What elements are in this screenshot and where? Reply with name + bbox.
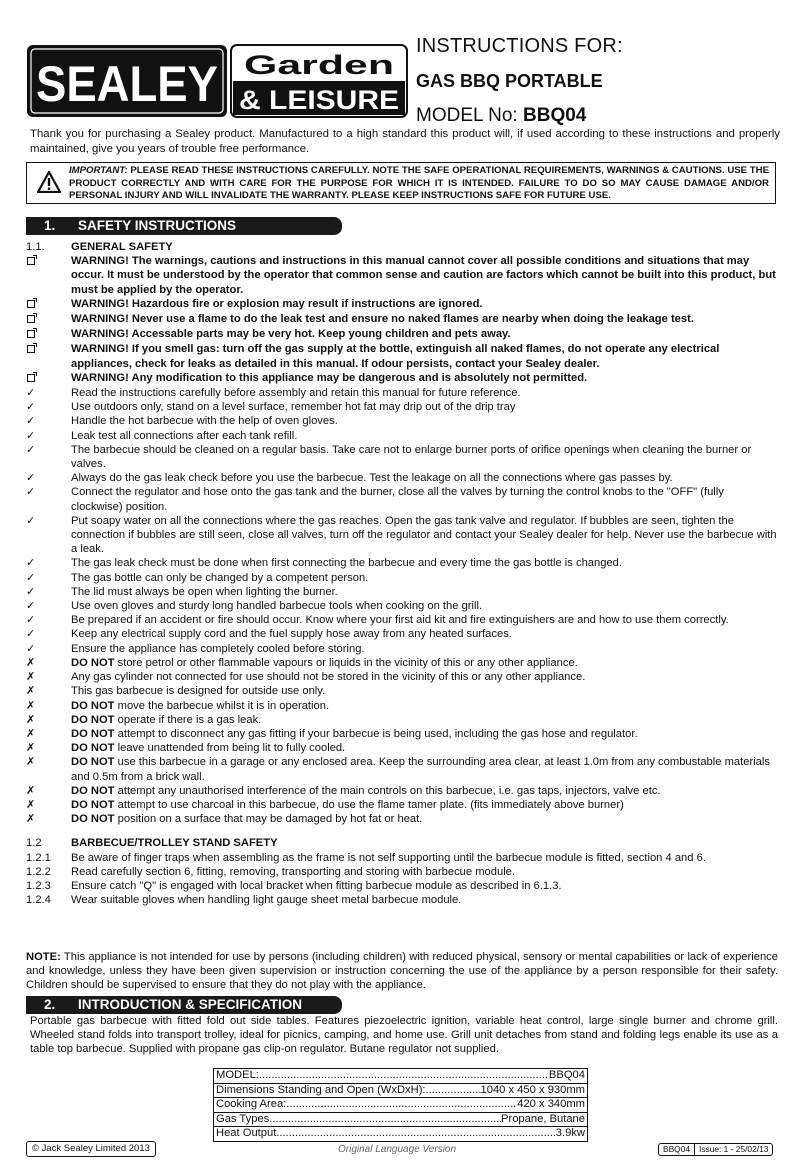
cross-bullet-icon: ✗ — [26, 813, 36, 826]
spec-label: Dimensions Standing and Open (WxDxH): — [216, 1083, 426, 1096]
do-not-text: operate if there is a gas leak. — [114, 713, 262, 726]
check-bullet-icon: ✓ — [26, 642, 36, 655]
do-item — [26, 627, 778, 641]
item-text: Be aware of finger traps when assembling as the frame is not self supporting until the barbecue module is fitted, section 4 and 6. — [71, 851, 706, 864]
cross-bullet-icon: ✗ — [26, 742, 36, 755]
item-text — [71, 699, 778, 713]
do-not-label: DO NOT — [71, 727, 115, 740]
do-not-label: DO NOT — [71, 656, 115, 669]
cross-bullet-icon: ✗ — [26, 756, 36, 769]
item-text — [71, 755, 778, 783]
item-text: The gas leak check must be done when first connecting the barbecue and every time the gas bottle is changed. — [71, 557, 623, 570]
document-header — [24, 30, 784, 125]
do-not-item — [26, 741, 778, 755]
item-text — [71, 684, 778, 698]
section-2-title: INTRODUCTION & SPECIFICATION — [78, 997, 302, 1012]
garden-leisure-logo — [230, 44, 408, 118]
warning-item — [26, 342, 778, 370]
check-bullet-icon: ✓ — [26, 571, 36, 584]
original-language-label: Original Language Version — [338, 1144, 457, 1155]
dot-leader — [269, 1113, 501, 1127]
item-text: Use outdoors only, stand on a level surface, remember hot fat may drip out of the drip tray — [71, 401, 516, 414]
warning-item — [26, 327, 778, 342]
spec-row — [214, 1113, 587, 1128]
check-bullet-icon: ✓ — [26, 472, 36, 485]
spec-row — [214, 1127, 587, 1141]
spec-value: 3.9kw — [555, 1127, 585, 1140]
do-item — [26, 571, 778, 585]
item-text: GENERAL SAFETY — [71, 241, 173, 253]
spec-label: Cooking Area: — [216, 1098, 287, 1111]
item-text — [71, 784, 778, 798]
do-not-item — [26, 713, 778, 727]
issue-box — [658, 1143, 773, 1156]
trolley-item — [26, 865, 778, 879]
intro-text: Thank you for purchasing a Sealey product. Manufactured to a high standard this product will, if used according to these instructions and properly maintained, give you years of trouble free performance. — [30, 128, 780, 155]
check-bullet-icon: ✓ — [26, 415, 36, 428]
item-text: BARBECUE/TROLLEY STAND SAFETY — [71, 837, 278, 850]
item-text: Leak test all connections after each tank refill. — [71, 429, 298, 442]
item-text — [71, 713, 778, 727]
spec-value: Propane, Butane — [501, 1112, 585, 1125]
check-bullet-icon: ✓ — [26, 614, 36, 627]
dot-leader — [286, 1098, 517, 1112]
do-not-text: position on a surface that may be damaged by hot fat or heat. — [114, 813, 423, 826]
spec-value: BBQ04 — [548, 1069, 585, 1081]
item-number: 1.2.2 — [26, 865, 51, 878]
do-not-item — [26, 684, 778, 698]
item-text: The gas bottle can only be changed by a competent person. — [71, 571, 369, 584]
section-1-number: 1. — [44, 218, 56, 233]
do-not-text: attempt to use charcoal in this barbecue, do use the flame tamer plate. (fits immediately above burner) — [114, 798, 624, 811]
spec-row — [214, 1084, 587, 1099]
model-line — [416, 104, 586, 128]
do-not-text: attempt to disconnect any gas fitting if your barbecue is being used, including the gas hose and regulator. — [114, 727, 638, 740]
spec-label: Gas Types — [216, 1112, 270, 1125]
svg-text:& LEISURE: & LEISURE — [239, 85, 399, 115]
do-not-item — [26, 656, 778, 670]
do-item — [26, 514, 778, 557]
section-1-header — [26, 217, 342, 235]
do-item — [26, 386, 778, 400]
dot-leader — [259, 1069, 549, 1083]
do-not-item — [26, 798, 778, 812]
do-item — [26, 471, 778, 485]
do-not-label: DO NOT — [71, 784, 115, 797]
item-text: WARNING! Never use a flame to do the leak test and ensure no naked flames are nearby when doing the leakage test. — [71, 313, 694, 326]
item-text: Read the instructions carefully before assembly and retain this manual for future reference. — [71, 387, 521, 400]
item-text: The barbecue should be cleaned on a regular basis. Take care not to enlarge burner ports of orifice openings when cleaning the burner or valves. — [71, 443, 752, 471]
note-text: This appliance is not intended for use by persons (including children) with reduced physical, sensory or mental capabilities or lack of experience and knowledge, unless they have been given supervision or instruction concerning the use of the appliance by a person responsible for their safety. Children should be supervised to ensure that they do not play with the appliance. — [26, 951, 778, 992]
check-bullet-icon: ✓ — [26, 443, 36, 456]
do-not-text: attempt any unauthorised interference of the main controls on this barbecue, i.e. gas taps, injectors, valve etc. — [114, 784, 661, 797]
trolley-safety-heading — [26, 836, 778, 850]
item-text: WARNING! The warnings, cautions and instructions in this manual cannot cover all possible conditions and situations that may occur. It must be understood by the operator that common sense and caution are factors which cannot be built into this product, but must be applied by the operator. — [71, 255, 776, 296]
do-not-text: store petrol or other flammable vapours or liquids in the vicinity of this or any other appliance. — [114, 656, 578, 669]
item-text: Ensure catch "Q" is engaged with local bracket when fitting barbecue module as described in 6.1.3. — [71, 879, 562, 892]
model-number: BBQ04 — [523, 105, 587, 126]
cross-bullet-icon: ✗ — [26, 685, 36, 698]
note-label: NOTE: — [26, 951, 61, 963]
spec-label: MODEL: — [216, 1069, 259, 1081]
check-bullet-icon: ✓ — [26, 600, 36, 613]
cross-bullet-icon: ✗ — [26, 798, 36, 811]
do-not-text: This gas barbecue is designed for outside use only. — [71, 685, 326, 698]
spec-row — [214, 1069, 587, 1084]
checkbox-bullet-icon — [26, 254, 71, 297]
do-not-label: DO NOT — [71, 699, 115, 712]
spacer — [26, 826, 778, 836]
model-label: MODEL No: — [416, 105, 518, 126]
do-not-text: use this barbecue in a garage or any enclosed area. Keep the surrounding area clear, at least 1.0m from any combustable materials and 0.5m from a brick wall. — [71, 756, 770, 783]
important-text — [69, 165, 769, 203]
checkbox-bullet-icon — [26, 312, 71, 327]
cross-bullet-icon: ✗ — [26, 699, 36, 712]
dot-leader — [426, 1084, 481, 1098]
spec-value: 1040 x 450 x 930mm — [480, 1083, 585, 1096]
item-text: WARNING! If you smell gas: turn off the gas supply at the bottle, extinguish all naked flames, do not operate any electrical appliances, check for leaks as detailed in this manual. If odour persists, contact your Sealey dealer. — [71, 343, 720, 370]
check-bullet-icon: ✓ — [26, 585, 36, 598]
issue-date: Issue: 1 - 25/02/13 — [694, 1144, 772, 1155]
spec-value: 420 x 340mm — [517, 1098, 585, 1111]
cross-bullet-icon: ✗ — [26, 671, 36, 684]
item-text: Connect the regulator and hose onto the gas tank and the burner, close all the valves by turning the control knobs to the "OFF" (fully clockwise) position. — [71, 486, 724, 513]
do-not-item — [26, 784, 778, 798]
do-item — [26, 599, 778, 613]
dot-leader — [276, 1127, 555, 1141]
check-bullet-icon: ✓ — [26, 557, 36, 570]
item-text: Ensure the appliance has completely cooled before storing. — [71, 642, 365, 655]
item-text: Read carefully section 6, fitting, removing, transporting and storing with barbecue module. — [71, 865, 516, 878]
item-number: 1.2.3 — [26, 879, 51, 892]
item-text — [71, 812, 778, 826]
cross-bullet-icon: ✗ — [26, 784, 36, 797]
check-bullet-icon: ✓ — [26, 387, 36, 400]
check-bullet-icon: ✓ — [26, 401, 36, 414]
checkbox-bullet-icon — [26, 342, 71, 370]
important-notice — [26, 162, 776, 204]
specification-intro: Portable gas barbecue with fitted fold out side tables. Features piezoelectric ignition, variable heat control, large single burner and chrome grill. Wheeled stand folds into transport trolley, ideal for picnics, camping, and home use. Grill unit detaches from stand and folding legs enable its use as a table top barbecue. Supplied with propane gas clip-on regulator. Butane regulator not supplied. — [30, 1015, 778, 1056]
item-text: Put soapy water on all the connections where the gas reaches. Open the gas tank valve and regulator. If bubbles are seen, tighten the connection if bubbles are still seen, close all valves, turn off the regulator and contact your Sealey dealer for help. Never use the barbecue with a leak. — [71, 514, 777, 556]
trolley-item — [26, 893, 778, 907]
safety-list — [26, 240, 778, 907]
item-text — [71, 727, 778, 741]
section-1-title: SAFETY INSTRUCTIONS — [78, 218, 237, 233]
checkbox-bullet-icon — [26, 297, 71, 312]
product-name: GAS BBQ PORTABLE — [416, 71, 603, 91]
checkbox-bullet-icon — [26, 327, 71, 342]
item-text: Use oven gloves and sturdy long handled barbecue tools when cooking on the grill. — [71, 600, 483, 613]
item-number: 1.2.1 — [26, 851, 51, 864]
do-item — [26, 585, 778, 599]
warning-item — [26, 297, 778, 312]
do-item — [26, 443, 778, 471]
sealey-logo — [26, 44, 228, 118]
do-item — [26, 400, 778, 414]
document-code: BBQ04 — [663, 1144, 691, 1154]
copyright-label: © Jack Sealey Limited 2013 — [26, 1141, 156, 1157]
section-number: 1.2 — [26, 837, 42, 850]
do-not-label: DO NOT — [71, 742, 115, 755]
instructions-for-title: INSTRUCTIONS FOR: — [416, 35, 623, 57]
do-item — [26, 429, 778, 443]
do-not-label: DO NOT — [71, 798, 115, 811]
do-not-item — [26, 670, 778, 684]
important-body: PLEASE READ THESE INSTRUCTIONS CAREFULLY. NOTE THE SAFE OPERATIONAL REQUIREMENTS, WARNINGS & CAUTIONS. USE THE PRODUCT CORRECTLY AND WITH CARE FOR THE PURPOSE FOR WHICH IT IS INTENDED. FAILURE TO DO SO MAY CAUSE DAMAGE AND/OR PERSONAL INJURY AND WILL INVALIDATE THE WARRANTY. PLEASE KEEP INSTRUCTIONS SAFE FOR FUTURE USE. — [69, 165, 769, 202]
specification-table — [213, 1068, 588, 1142]
do-not-item — [26, 812, 778, 826]
check-bullet-icon: ✓ — [26, 429, 36, 442]
item-text: WARNING! Accessable parts may be very hot. Keep young children and pets away. — [71, 328, 511, 341]
check-bullet-icon: ✓ — [26, 514, 36, 527]
item-number: 1.2.4 — [26, 894, 51, 907]
do-not-label: DO NOT — [71, 813, 115, 826]
item-text — [71, 798, 778, 812]
svg-text:Garden: Garden — [244, 50, 394, 80]
important-label: IMPORTANT: — [69, 165, 128, 176]
do-not-label: DO NOT — [71, 756, 115, 769]
item-text: WARNING! Hazardous fire or explosion may result if instructions are ignored. — [71, 297, 483, 310]
section-2-number: 2. — [44, 997, 56, 1012]
do-item — [26, 642, 778, 656]
do-not-label: DO NOT — [71, 713, 115, 726]
item-text: Handle the hot barbecue with the help of oven gloves. — [71, 415, 338, 428]
do-not-item — [26, 699, 778, 713]
check-bullet-icon: ✓ — [26, 486, 36, 499]
item-text — [71, 741, 778, 755]
warning-triangle-icon — [37, 171, 61, 193]
do-not-text: leave unattended from being lit to fully cooled. — [114, 742, 346, 755]
trolley-item — [26, 851, 778, 865]
item-text: The lid must always be open when lighting the burner. — [71, 585, 338, 598]
warning-item — [26, 371, 778, 386]
section-2-header — [26, 996, 342, 1014]
do-item — [26, 485, 778, 513]
item-text: Be prepared if an accident or fire should occur. Know where your first aid kit and fire extinguishers are and how to use them correctly. — [71, 614, 729, 627]
warning-item — [26, 312, 778, 327]
warning-item — [26, 254, 778, 297]
item-text — [71, 670, 778, 684]
spec-row — [214, 1098, 587, 1113]
cross-bullet-icon: ✗ — [26, 656, 36, 669]
section-number: 1.1. — [26, 241, 45, 253]
item-text: Wear suitable gloves when handling light gauge sheet metal barbecue module. — [71, 894, 462, 907]
cross-bullet-icon: ✗ — [26, 727, 36, 740]
item-text: Always do the gas leak check before you use the barbecue. Test the leakage on all the connections where gas passes by. — [71, 472, 673, 485]
svg-text:SEALEY: SEALEY — [36, 56, 218, 112]
do-not-text: move the barbecue whilst it is in operation. — [114, 699, 330, 712]
checkbox-bullet-icon — [26, 371, 71, 386]
do-not-item — [26, 755, 778, 783]
do-item — [26, 613, 778, 627]
do-item — [26, 414, 778, 428]
note-paragraph — [26, 950, 778, 993]
spec-label: Heat Output — [216, 1127, 277, 1140]
item-text: WARNING! Any modification to this appliance may be dangerous and is absolutely not permitted. — [71, 371, 588, 384]
cross-bullet-icon: ✗ — [26, 713, 36, 726]
general-safety-heading — [26, 240, 778, 254]
trolley-item — [26, 879, 778, 893]
check-bullet-icon: ✓ — [26, 628, 36, 641]
do-item — [26, 556, 778, 570]
item-text — [71, 656, 778, 670]
do-not-text: Any gas cylinder not connected for use should not be stored in the vicinity of this or any other appliance. — [71, 671, 586, 684]
do-not-item — [26, 727, 778, 741]
item-text: Keep any electrical supply cord and the fuel supply hose away from any heated surfaces. — [71, 628, 512, 641]
